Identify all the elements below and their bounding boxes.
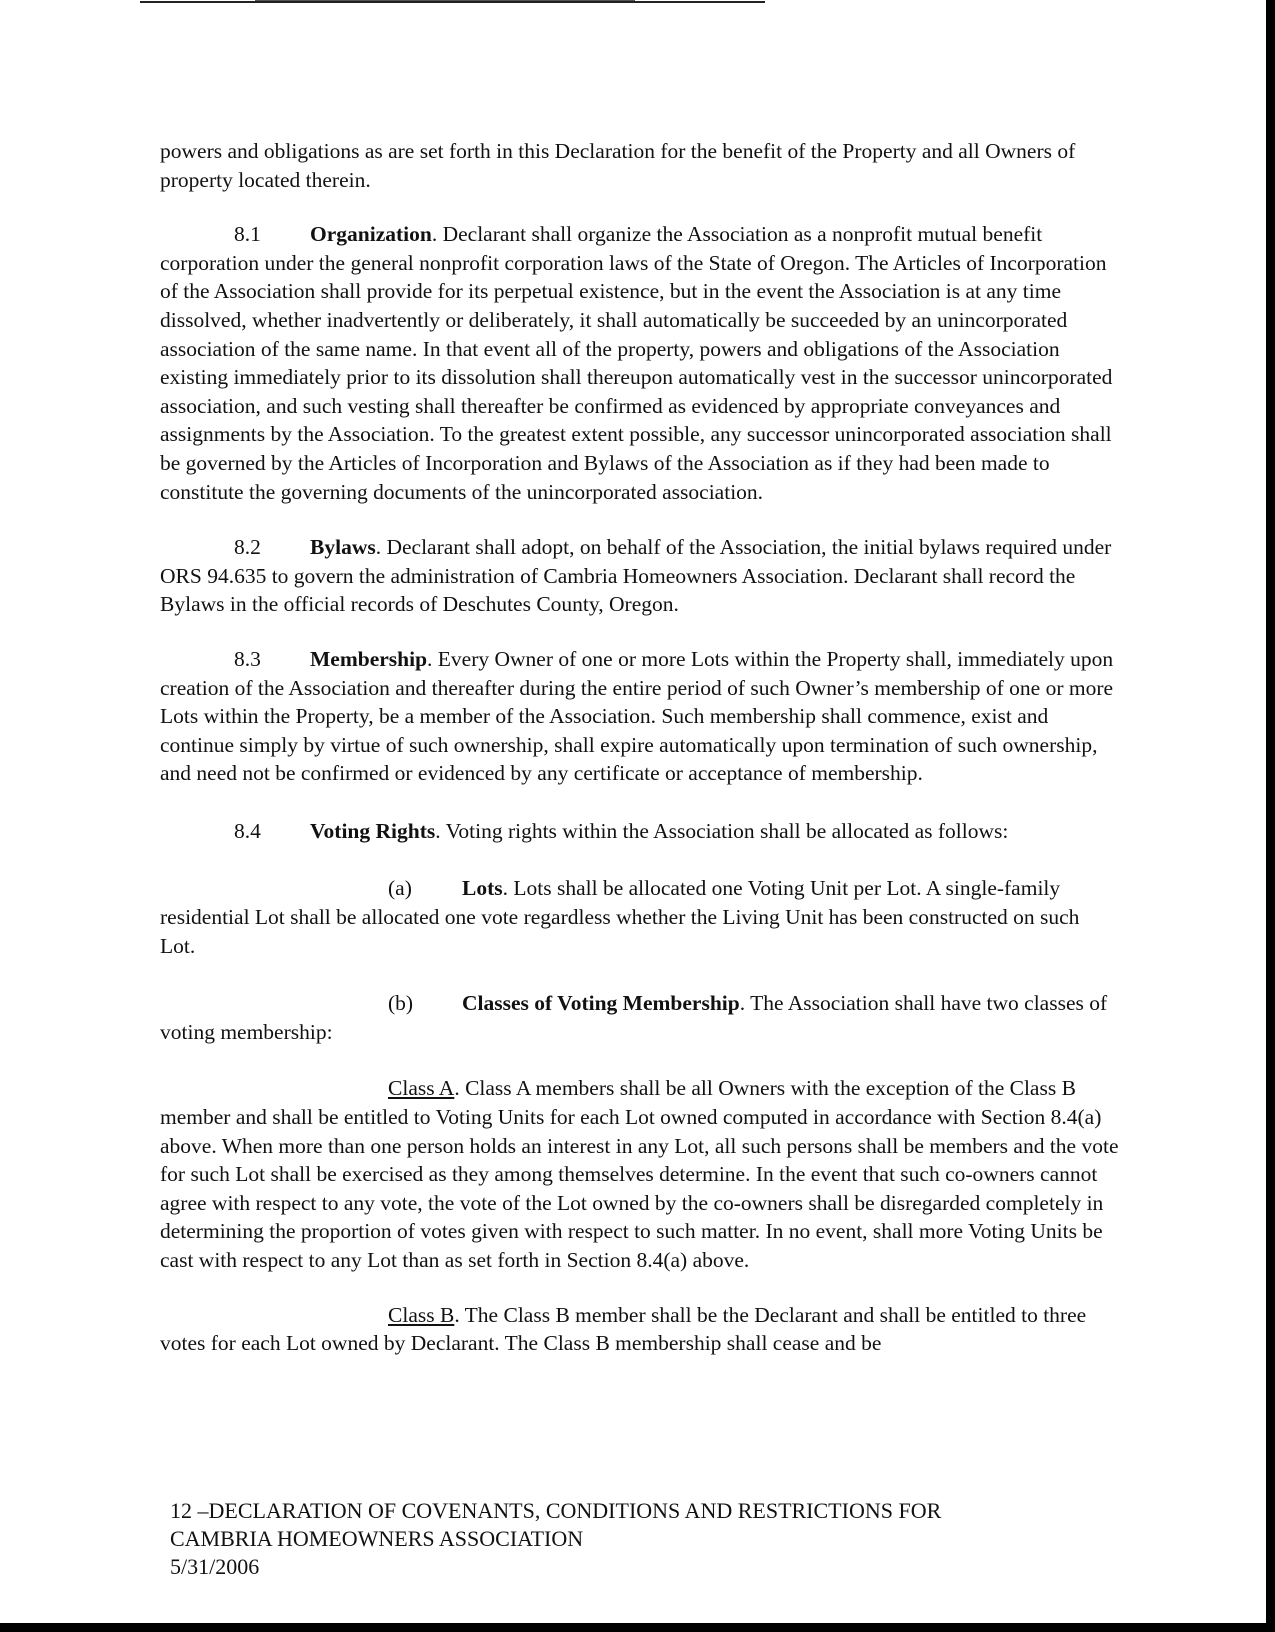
subsection-heading: Lots [462,876,503,901]
footer-title-line-1: 12 –DECLARATION OF COVENANTS, CONDITIONS AND RESTRICTIONS FOR [170,1498,942,1523]
subsection-text: . The Association shall have two classes of voting membership: [160,991,1108,1044]
section-8-2 [160,533,1120,619]
scan-border-bottom [0,1623,1275,1632]
footer-title-line-2: CAMBRIA HOMEOWNERS ASSOCIATION [170,1526,584,1551]
section-text: . Declarant shall adopt, on behalf of the Association, the initial bylaws required under ORS 94.635 to govern the administration of Cambria Homeowners Association. Declarant shall record the Bylaws in the official records of Deschutes County, Oregon. [160,535,1112,617]
class-a-heading: Class A [388,1076,455,1101]
section-8-1 [160,220,1120,506]
subsection-heading: Classes of Voting Membership [462,991,740,1016]
top-edge-rule [140,1,765,3]
class-b-heading: Class B [388,1302,455,1327]
section-heading: Bylaws [310,535,376,560]
section-8-3 [160,645,1120,788]
section-text: . Every Owner of one or more Lots within the Property shall, immediately upon creation of the Association and thereafter during the entire period of such Owner’s membership of one or more Lots within the Property, be a member of the Association. Such membership shall commence, exist and continue simply by virtue of such ownership, shall expire automatically upon termination of such ownership, and need not be confirmed or evidenced by any certificate or acceptance of membership. [160,646,1114,786]
page-footer [170,1497,941,1581]
section-number: 8.1 [234,222,261,247]
subsection-number: (a) [388,876,412,901]
section-heading: Membership [310,646,428,671]
subsection-8-4-b [160,989,1120,1046]
scan-border-right [1266,0,1275,1632]
document-body [160,137,1120,1358]
class-b-paragraph [160,1301,1120,1358]
top-edge-rule-faint [255,0,635,1]
subsection-text: . Lots shall be allocated one Voting Unit per Lot. A single-family residential Lot shall be allocated one vote regardless whether the Living Unit has been constructed on such Lot. [160,876,1080,958]
section-number: 8.2 [234,535,261,560]
section-number: 8.3 [234,646,261,671]
subsection-number: (b) [388,991,414,1016]
section-8-4 [160,817,1120,846]
footer-date: 5/31/2006 [170,1554,260,1579]
section-number: 8.4 [234,818,261,843]
section-text: . Voting rights within the Association shall be allocated as follows: [435,818,1009,843]
section-text: . Declarant shall organize the Association as a nonprofit mutual benefit corporation under the general nonprofit corporation laws of the State of Oregon. The Articles of Incorporation of the Association shall provide for its perpetual existence, but in the event the Association is at any time dissolved, whether inadvertently or deliberately, it shall automatically be succeeded by an unincorporated association of the same name. In that event all of the property, powers and obligations of the Association existing immediately prior to its dissolution shall thereupon automatically vest in the successor unincorporated association, and such vesting shall thereafter be confirmed as evidenced by appropriate conveyances and assignments by the Association. To the greatest extent possible, any successor unincorporated association shall be governed by the Articles of Incorporation and Bylaws of the Association as if they had been made to constitute the governing documents of the unincorporated association. [160,222,1113,504]
section-heading: Organization [310,222,432,247]
subsection-8-4-a [160,874,1120,960]
class-a-paragraph [160,1074,1120,1274]
class-a-text: . Class A members shall be all Owners with the exception of the Class B member and shall be entitled to Voting Units for each Lot owned computed in accordance with Section 8.4(a) above. When more than one person holds an interest in any Lot, all such persons shall be members and the vote for such Lot shall be exercised as they among themselves determine. In the event that such co-owners cannot agree with respect to any vote, the vote of the Lot owned by the co-owners shall be disregarded completely in determining the proportion of votes given with respect to such matter. In no event, shall more Voting Units be cast with respect to any Lot than as set forth in Section 8.4(a) above. [160,1076,1119,1272]
section-heading: Voting Rights [310,818,436,843]
intro-paragraph: powers and obligations as are set forth in this Declaration for the benefit of the Property and all Owners of property located therein. [160,139,1076,192]
class-b-text: . The Class B member shall be the Declarant and shall be entitled to three votes for each Lot owned by Declarant. The Class B membership shall cease and be [160,1302,1087,1356]
